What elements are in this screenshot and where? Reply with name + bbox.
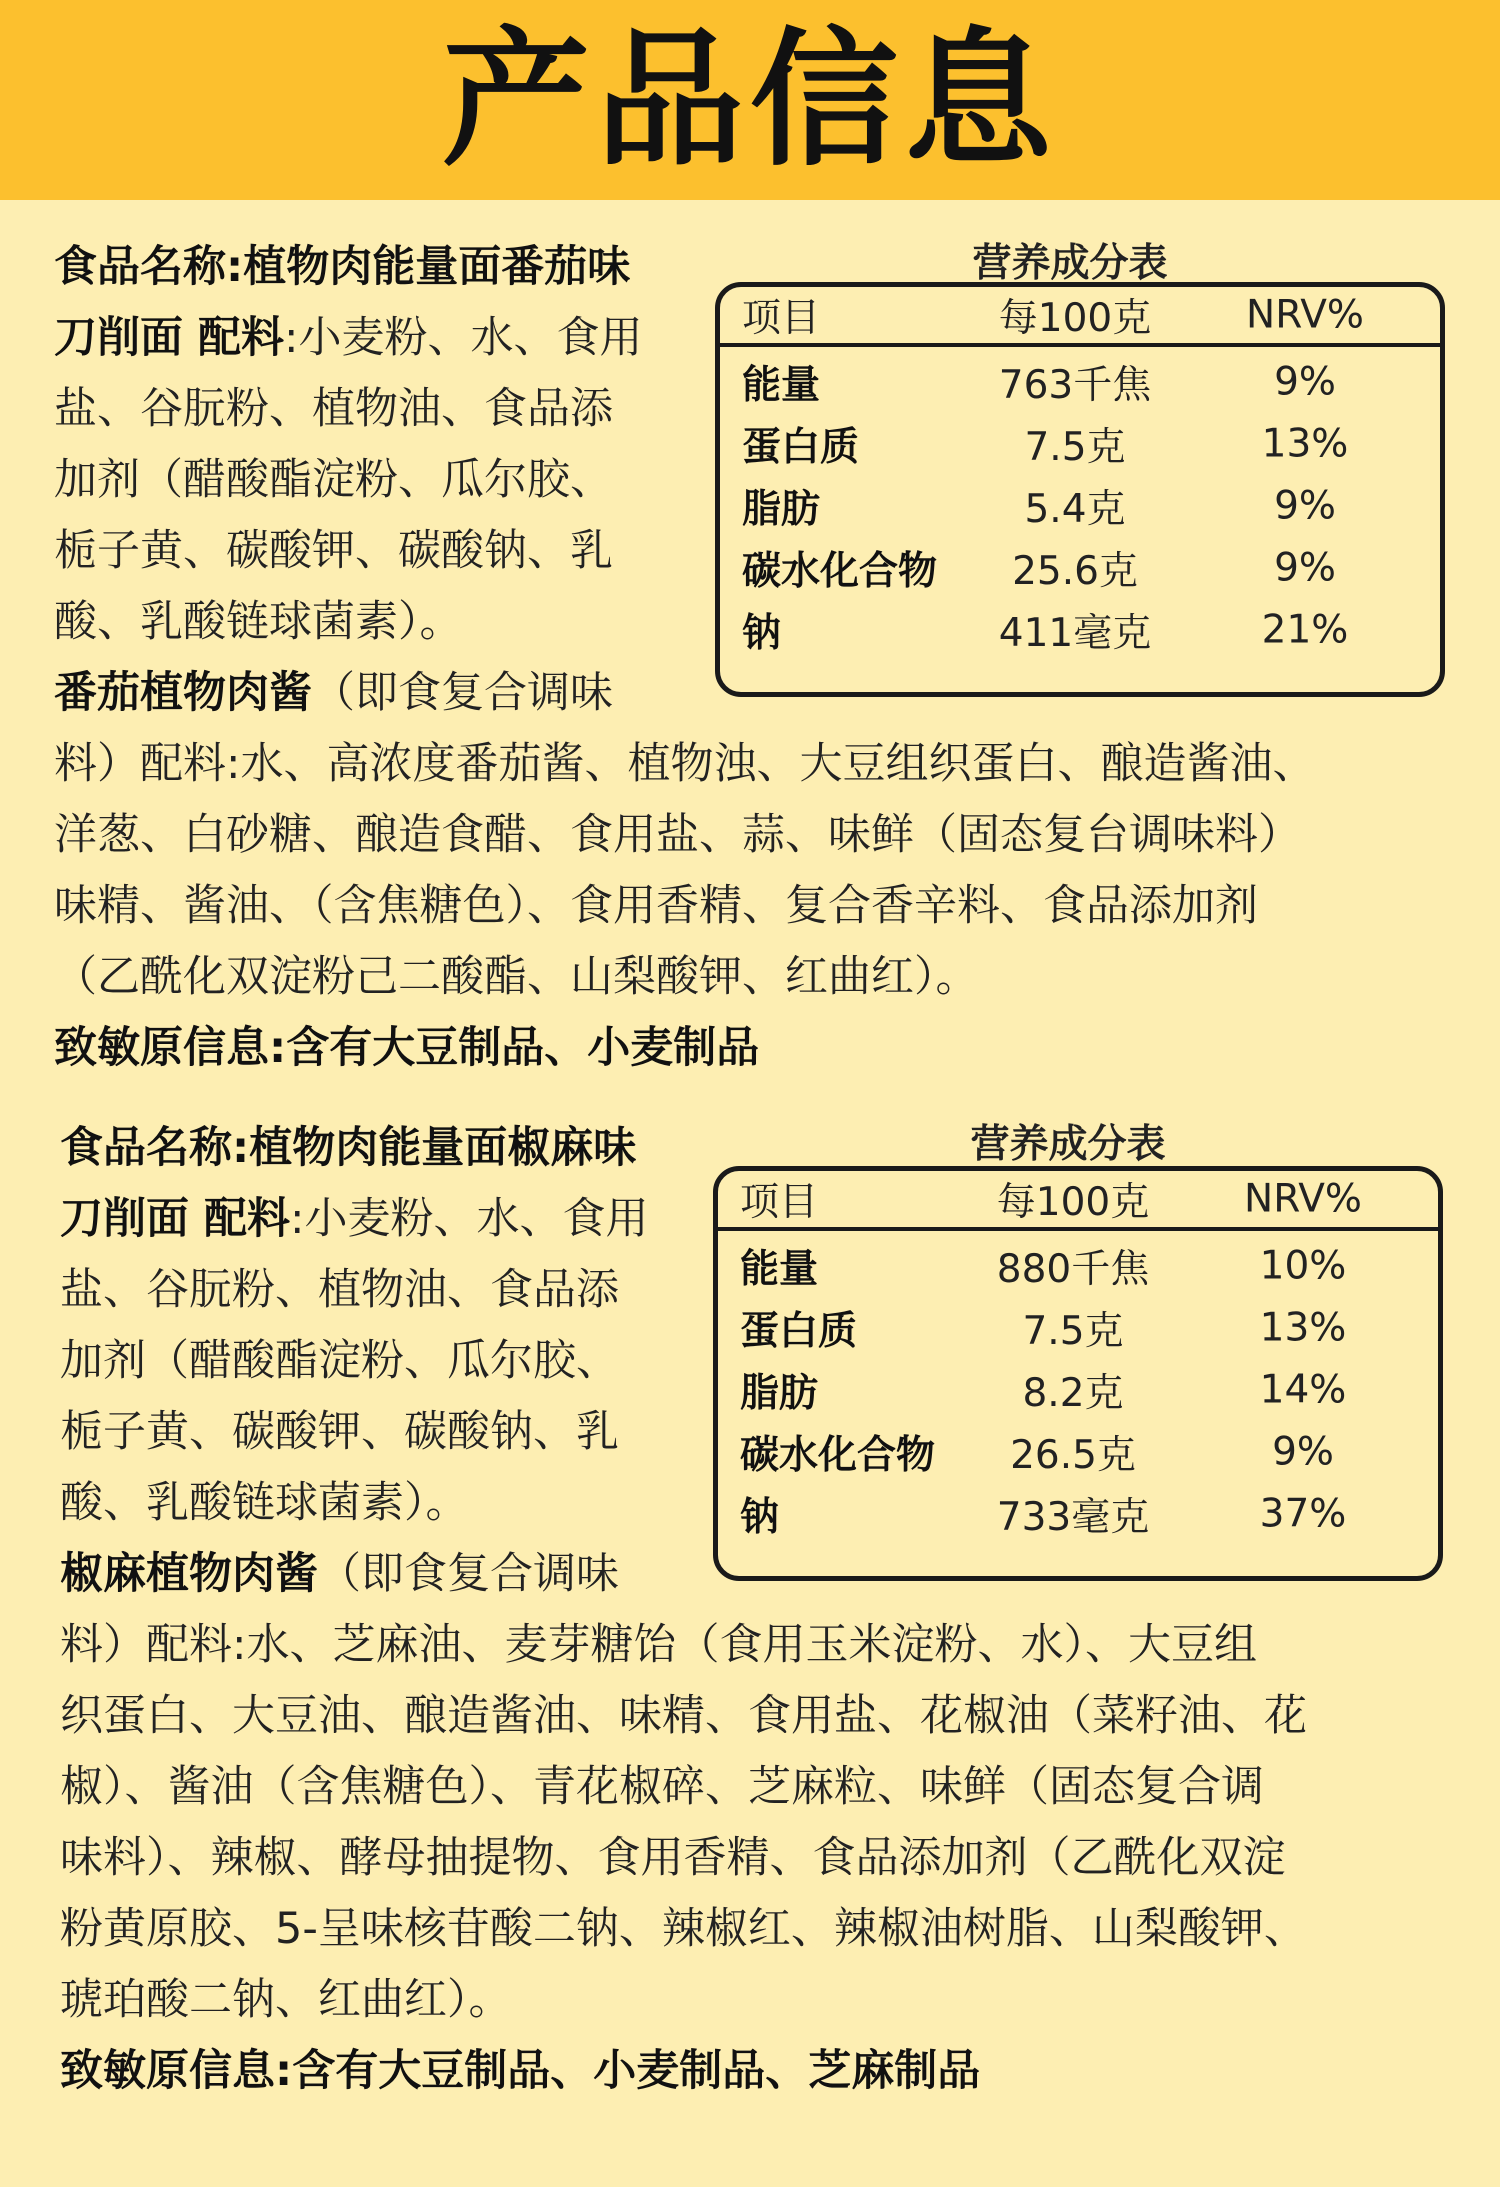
nutrition-table-title: 营养成分表: [970, 1122, 1166, 1167]
sauce-ingredients-line: 料）配料:水、芝麻油、麦芽糖饴（食用玉米淀粉、水）、大豆组: [60, 1620, 1257, 1670]
sauce-ingredients-block: [54, 729, 1449, 1084]
nutrient-nrv: 13%: [1259, 1305, 1347, 1351]
food-name-label: 食品名称:: [60, 1123, 250, 1173]
nutrition-row-fat: [720, 475, 1440, 537]
ingredients-block: [54, 232, 694, 729]
noodle-ingredients-line: 加剂（醋酸酯淀粉、瓜尔胶、: [54, 455, 613, 505]
nutrient-nrv: 10%: [1259, 1243, 1347, 1289]
nutrient-nrv: 9%: [1274, 483, 1336, 529]
header-nrv: NRV%: [1246, 292, 1364, 338]
nutrition-row-fat: [718, 1359, 1438, 1421]
nutrient-name: 碳水化合物: [742, 549, 938, 594]
sauce-ingredients-line: 料）配料:水、高浓度番茄酱、植物浊、大豆组织蛋白、酿造酱油、: [54, 739, 1316, 789]
nutrition-table: [713, 1166, 1443, 1581]
nutrient-nrv: 9%: [1272, 1429, 1334, 1475]
nutrition-row-protein: [718, 1297, 1438, 1359]
sauce-ingredients-line: （乙酰化双淀粉己二酸酯、山梨酸钾、红曲红）。: [54, 952, 979, 1002]
sauce-ingredients-line: 椒）、酱油（含焦糖色）、青花椒碎、芝麻粒、味鲜（固态复合调: [60, 1762, 1264, 1812]
nutrient-amount: 25.6克: [1012, 549, 1138, 594]
nutrition-table-header: [718, 1171, 1438, 1231]
food-name-value: 植物肉能量面椒麻味: [249, 1123, 637, 1173]
nutrition-table-header: [720, 287, 1440, 347]
nutrition-table-title: 营养成分表: [972, 241, 1168, 286]
noodle-ingredients-label: 刀削面 配料: [54, 313, 284, 363]
sauce-ingredients-line: 味料）、辣椒、酵母抽提物、食用香精、食品添加剂（乙酰化双淀: [60, 1833, 1286, 1883]
nutrition-row-carbohydrate: [720, 537, 1440, 599]
allergen-info: 致敏原信息:含有大豆制品、小麦制品: [54, 1023, 760, 1073]
noodle-ingredients-line: 盐、谷朊粉、植物油、食品添: [54, 384, 613, 434]
nutrient-amount: 880千焦: [996, 1247, 1150, 1292]
noodle-ingredients-line: 酸、乳酸链球菌素）。: [60, 1478, 469, 1528]
noodle-ingredients-line: 栀子黄、碳酸钾、碳酸钠、乳: [60, 1407, 619, 1457]
nutrient-name: 蛋白质: [742, 425, 860, 470]
sauce-ingredients-line: 织蛋白、大豆油、酿造酱油、味精、食用盐、花椒油（菜籽油、花: [60, 1691, 1307, 1741]
allergen-info: 致敏原信息:含有大豆制品、小麦制品、芝麻制品: [60, 2046, 981, 2096]
nutrient-name: 蛋白质: [740, 1309, 858, 1354]
sauce-ingredients-line: 味精、酱油、（含焦糖色）、食用香精、复合香辛料、食品添加剂: [54, 881, 1258, 931]
nutrient-name: 能量: [742, 363, 821, 408]
noodle-ingredients-label: 刀削面 配料: [60, 1194, 290, 1244]
sauce-ingredients-line: （即食复合调味: [318, 1549, 619, 1599]
ingredients-block: [60, 1113, 700, 1610]
page-title: 产品信息: [442, 14, 1058, 186]
nutrient-amount: 7.5克: [1022, 1309, 1124, 1354]
header-item: 项目: [742, 296, 821, 341]
nutrition-row-energy: [718, 1235, 1438, 1297]
nutrition-table: [715, 282, 1445, 697]
header-item: 项目: [740, 1180, 819, 1225]
nutrient-amount: 733毫克: [996, 1495, 1150, 1540]
nutrient-amount: 7.5克: [1024, 425, 1126, 470]
nutrient-nrv: 21%: [1261, 607, 1349, 653]
nutrient-amount: 5.4克: [1024, 487, 1126, 532]
nutrient-nrv: 9%: [1274, 545, 1336, 591]
nutrition-row-protein: [720, 413, 1440, 475]
food-name-value: 植物肉能量面番茄味: [243, 242, 631, 292]
sauce-ingredients-line: 粉黄原胶、5-呈味核苷酸二钠、辣椒红、辣椒油树脂、山梨酸钾、: [60, 1904, 1307, 1954]
nutrient-nrv: 14%: [1259, 1367, 1347, 1413]
sauce-label: 番茄植物肉酱: [54, 668, 312, 718]
noodle-ingredients-line: 栀子黄、碳酸钾、碳酸钠、乳: [54, 526, 613, 576]
header-per-100g: 每100克: [996, 1180, 1150, 1225]
sauce-ingredients-line: 琥珀酸二钠、红曲红）。: [60, 1975, 512, 2025]
nutrient-nrv: 37%: [1259, 1491, 1347, 1537]
nutrient-name: 脂肪: [740, 1371, 819, 1416]
nutrition-row-energy: [720, 351, 1440, 413]
header-nrv: NRV%: [1244, 1176, 1362, 1222]
food-name-label: 食品名称:: [54, 242, 244, 292]
nutrition-row-carbohydrate: [718, 1421, 1438, 1483]
nutrient-nrv: 13%: [1261, 421, 1349, 467]
noodle-ingredients-line: :小麦粉、水、食用: [289, 1194, 649, 1244]
sauce-ingredients-line: （即食复合调味: [312, 668, 613, 718]
nutrient-name: 脂肪: [742, 487, 821, 532]
nutrient-name: 钠: [742, 611, 782, 656]
header-per-100g: 每100克: [998, 296, 1152, 341]
nutrition-row-sodium: [720, 599, 1440, 661]
nutrient-amount: 763千焦: [998, 363, 1152, 408]
sauce-ingredients-line: 洋葱、白砂糖、酿造食醋、食用盐、蒜、味鲜（固态复台调味料）: [54, 810, 1301, 860]
sauce-ingredients-block: [60, 1610, 1455, 2107]
nutrient-name: 碳水化合物: [740, 1433, 936, 1478]
sauce-label: 椒麻植物肉酱: [60, 1549, 318, 1599]
noodle-ingredients-line: 盐、谷朊粉、植物油、食品添: [60, 1265, 619, 1315]
nutrient-name: 能量: [740, 1247, 819, 1292]
noodle-ingredients-line: :小麦粉、水、食用: [283, 313, 643, 363]
noodle-ingredients-line: 加剂（醋酸酯淀粉、瓜尔胶、: [60, 1336, 619, 1386]
noodle-ingredients-line: 酸、乳酸链球菌素）。: [54, 597, 463, 647]
nutrient-amount: 26.5克: [1010, 1433, 1136, 1478]
header-banner: [0, 0, 1500, 200]
nutrition-row-sodium: [718, 1483, 1438, 1545]
nutrient-amount: 411毫克: [998, 611, 1152, 656]
nutrient-name: 钠: [740, 1495, 780, 1540]
nutrient-amount: 8.2克: [1022, 1371, 1124, 1416]
nutrient-nrv: 9%: [1274, 359, 1336, 405]
